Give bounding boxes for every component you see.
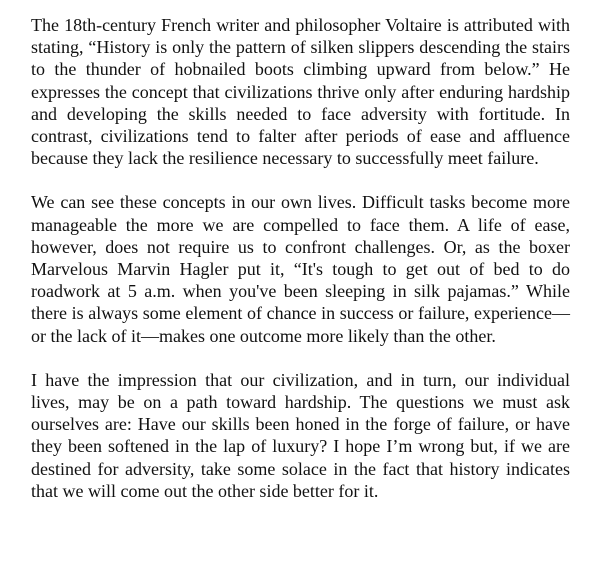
paragraph-own-lives: We can see these concepts in our own lives. Difficult tasks become more manageable the more we are compelled to face them. A life of ease, however, does not require us to confront challenges. Or, as the boxer Marvelous Marvin Hagler put it, “It's tough to get out of bed to do roadwork at 5 a.m. when you've been sleeping in silk pajamas.” While there is always some element of chance in success or failure, experience—or the lack of it—makes one outcome more likely than the other. — [31, 192, 570, 346]
document-body — [31, 14, 570, 524]
paragraph-civilization-hardship: I have the impression that our civilization, and in turn, our individual lives, may be on a path toward hardship. The questions we must ask ourselves are: Have our skills been honed in the forge of failure, or have they been softened in the lap of luxury? I hope I’m wrong but, if we are destined for adversity, take some solace in the fact that history indicates that we will come out the other side better for it. — [31, 369, 570, 501]
paragraph-voltaire: The 18th-century French writer and philosopher Voltaire is attributed with stating, “History is only the pattern of silken slippers descending the stairs to the thunder of hobnailed boots climbing upward from below.” He expresses the concept that civilizations thrive only after enduring hardship and developing the skills needed to face adversity with fortitude. In contrast, civilizations tend to falter after periods of ease and affluence because they lack the resilience necessary to successfully meet failure. — [31, 15, 570, 169]
